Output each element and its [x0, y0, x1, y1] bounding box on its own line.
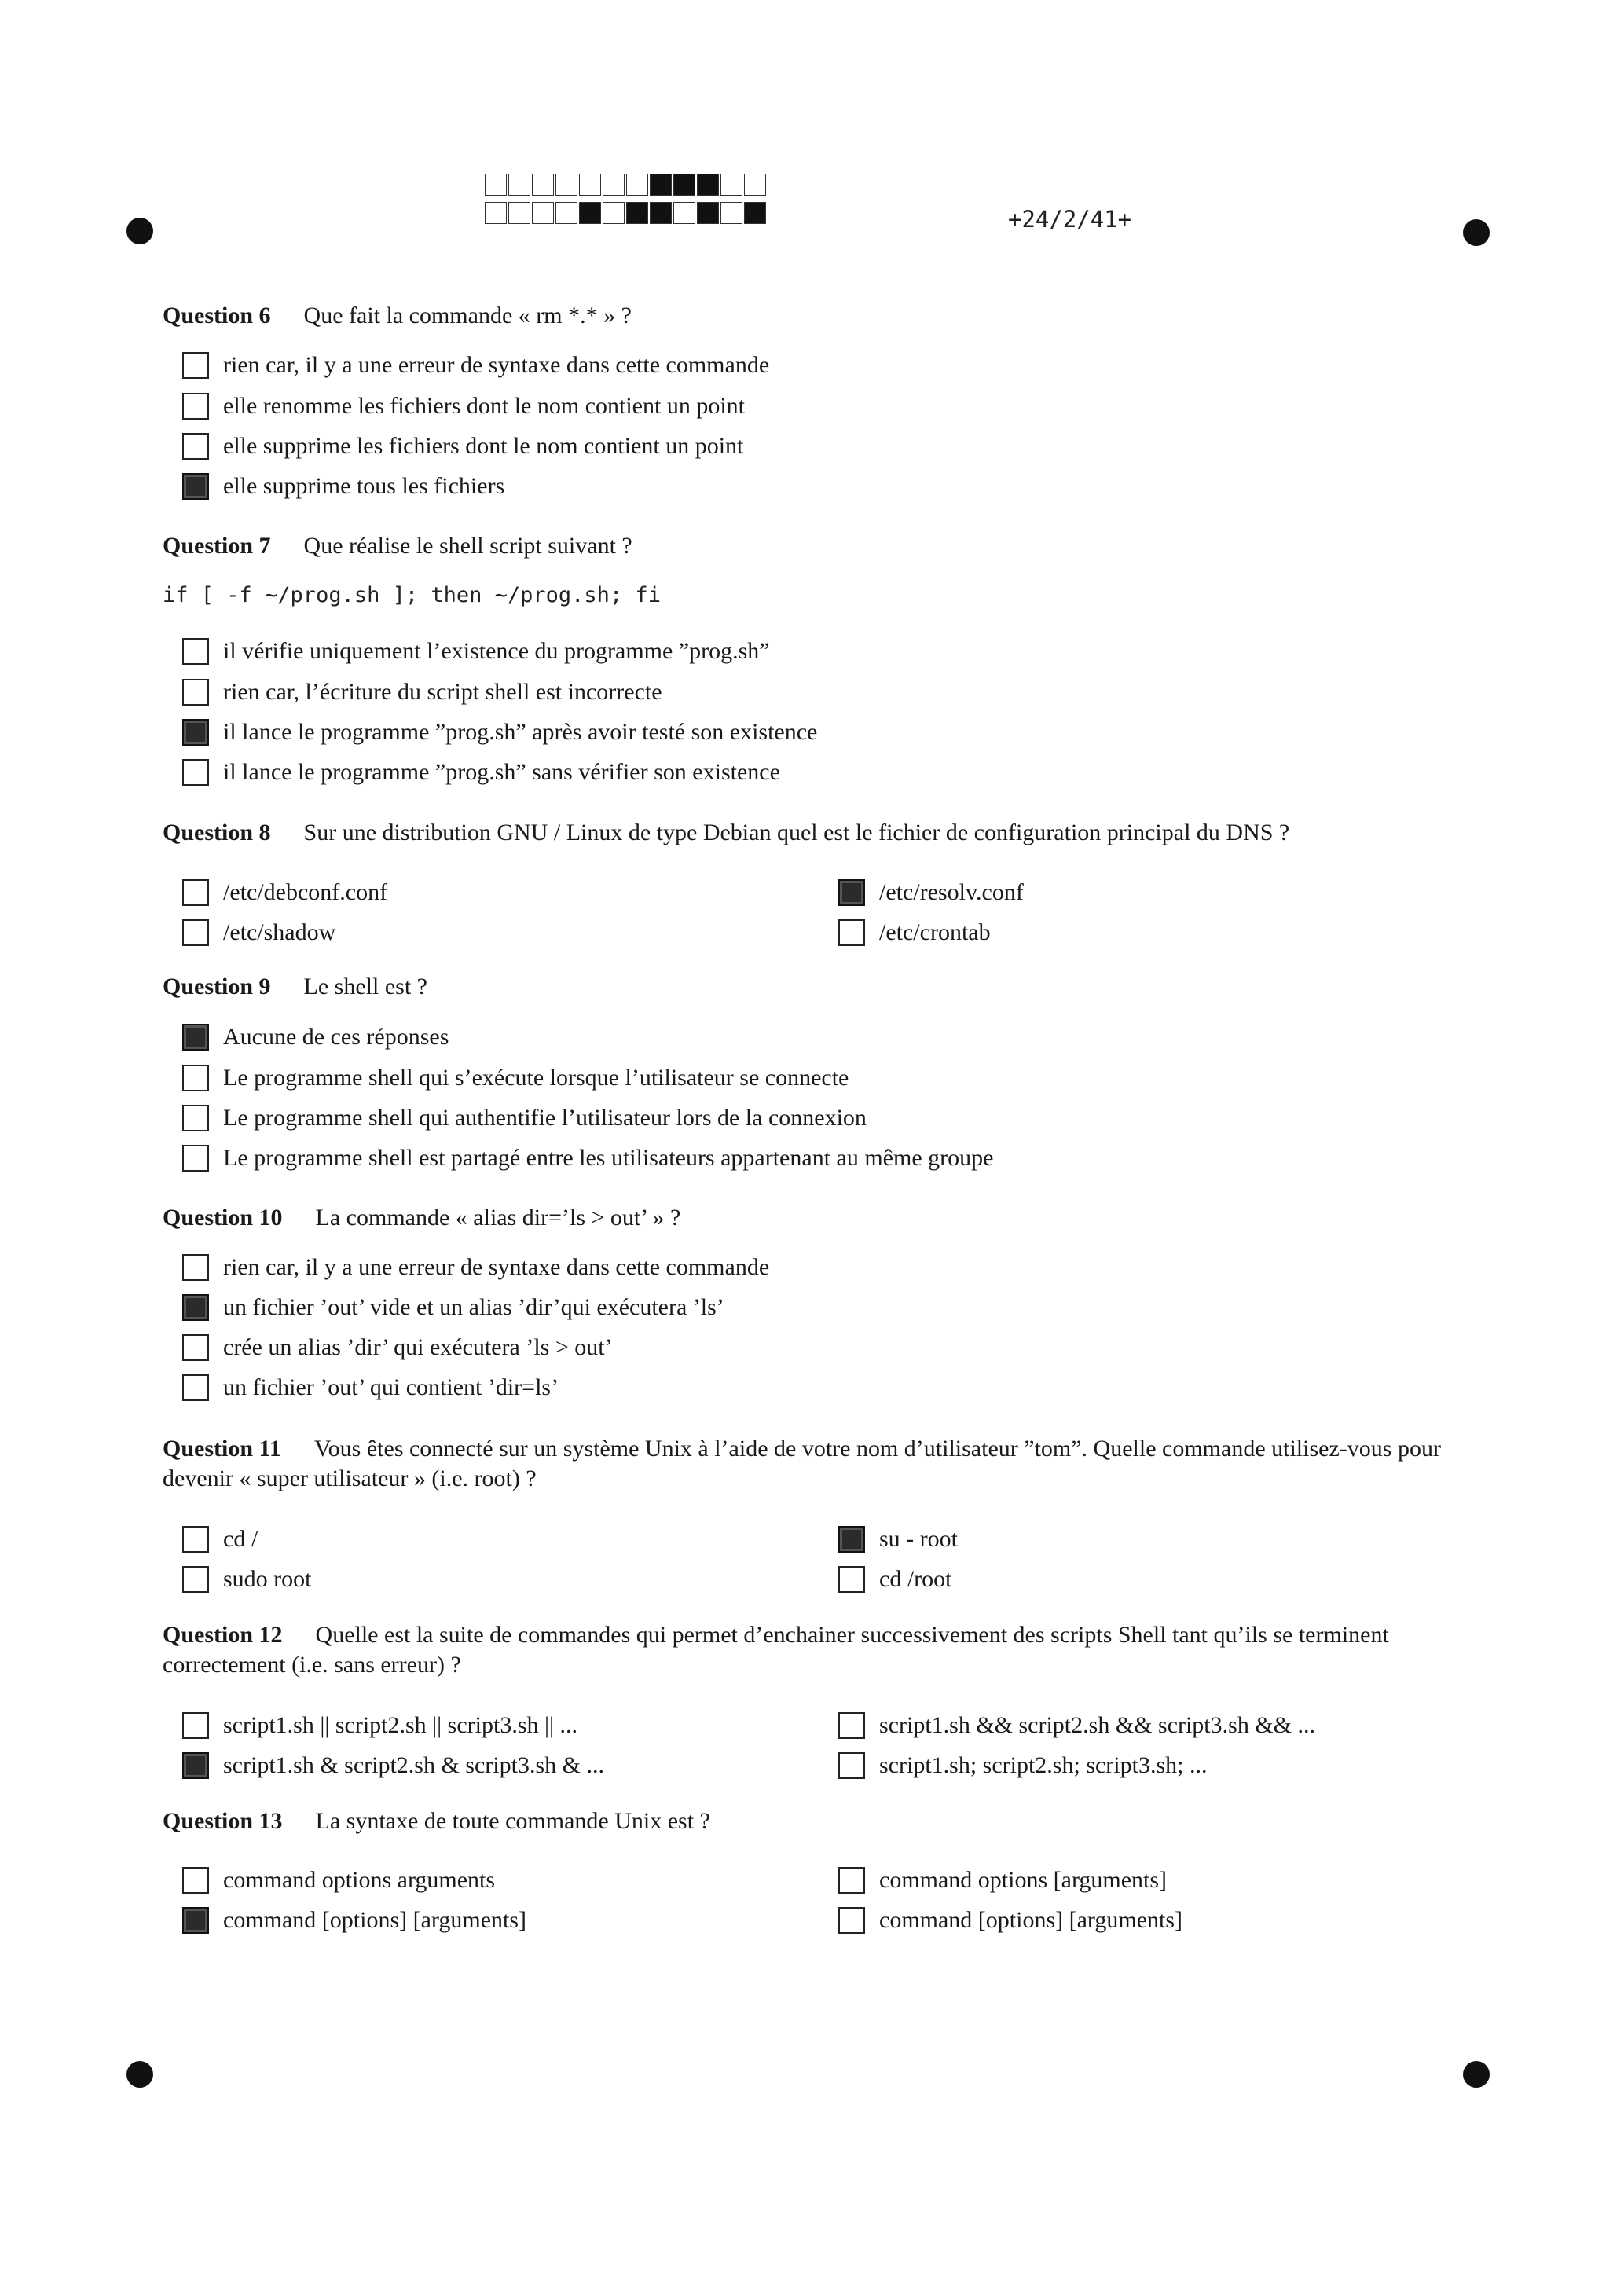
barcode-cell	[603, 174, 625, 196]
barcode-cell	[603, 202, 625, 224]
option[interactable]	[838, 1750, 1207, 1781]
question-text: La commande « alias dir=’ls > out’ » ?	[315, 1205, 681, 1231]
checkbox-checked[interactable]	[182, 1752, 209, 1779]
checkbox[interactable]	[182, 352, 209, 379]
option-label: script1.sh || script2.sh || script3.sh || ...	[223, 1712, 578, 1738]
question-text: Quelle est la suite de commandes qui permet d’enchainer successivement des scripts Shell tant qu’ils se terminent correctement (i.e. sans erreur) ?	[163, 1622, 1389, 1678]
option-label: cd /root	[879, 1566, 952, 1592]
question-label: Question 13	[163, 1808, 283, 1834]
barcode-cell	[673, 174, 695, 196]
option[interactable]	[182, 1102, 867, 1134]
option-label: Le programme shell qui s’exécute lorsque l’utilisateur se connecte	[223, 1065, 849, 1091]
question-text: Sur une distribution GNU / Linux de type Debian quel est le fichier de configuration principal du DNS ?	[303, 820, 1290, 845]
option[interactable]	[182, 1710, 577, 1741]
question-text: Le shell est ?	[303, 974, 427, 999]
barcode-cell	[720, 174, 742, 196]
option-label: script1.sh & script2.sh & script3.sh & ...	[223, 1752, 604, 1778]
option-label: /etc/crontab	[879, 919, 991, 945]
checkbox[interactable]	[182, 1254, 209, 1281]
question-text: Que réalise le shell script suivant ?	[303, 533, 632, 559]
option[interactable]	[838, 1524, 958, 1555]
barcode-cell	[626, 202, 648, 224]
checkbox[interactable]	[182, 1334, 209, 1361]
option-label: script1.sh && script2.sh && script3.sh && ...	[879, 1712, 1315, 1738]
option[interactable]	[182, 431, 743, 462]
option-label: il lance le programme ”prog.sh” après avoir testé son existence	[223, 719, 818, 745]
checkbox-checked[interactable]	[838, 1526, 865, 1553]
option[interactable]	[182, 717, 817, 748]
barcode-cell	[555, 202, 577, 224]
option[interactable]	[182, 917, 335, 948]
checkbox[interactable]	[182, 393, 209, 420]
checkbox-checked[interactable]	[182, 1294, 209, 1321]
checkbox[interactable]	[182, 433, 209, 460]
option[interactable]	[838, 877, 1024, 908]
checkbox[interactable]	[838, 1566, 865, 1593]
checkbox[interactable]	[182, 1526, 209, 1553]
option-label: Le programme shell est partagé entre les utilisateurs appartenant au même groupe	[223, 1145, 994, 1171]
question-8	[163, 818, 1467, 848]
checkbox-checked[interactable]	[182, 1024, 209, 1051]
page-barcode	[485, 174, 768, 230]
option[interactable]	[838, 1865, 1167, 1896]
option[interactable]	[838, 917, 991, 948]
option-label: /etc/resolv.conf	[879, 879, 1024, 905]
checkbox-checked[interactable]	[182, 1907, 209, 1934]
registration-mark-bottom-left	[126, 2061, 153, 2088]
barcode-cell	[532, 202, 554, 224]
option[interactable]	[182, 1372, 559, 1403]
option[interactable]	[182, 1524, 258, 1555]
option-label: script1.sh; script2.sh; script3.sh; ...	[879, 1752, 1208, 1778]
option[interactable]	[182, 677, 662, 708]
checkbox[interactable]	[182, 1145, 209, 1172]
option-label: su - root	[879, 1526, 958, 1552]
option-label: command [options] [arguments]	[879, 1907, 1183, 1933]
checkbox[interactable]	[182, 1867, 209, 1894]
option[interactable]	[182, 350, 769, 381]
barcode-cell	[697, 202, 719, 224]
checkbox[interactable]	[182, 1105, 209, 1131]
barcode-row	[485, 174, 768, 197]
option-label: Le programme shell qui authentifie l’utilisateur lors de la connexion	[223, 1105, 867, 1131]
barcode-cell	[485, 202, 507, 224]
option-label: command options [arguments]	[879, 1867, 1168, 1893]
question-label: Question 9	[163, 974, 271, 999]
barcode-cell	[744, 174, 766, 196]
barcode-cell	[508, 174, 530, 196]
barcode-cell	[508, 202, 530, 224]
question-label: Question 12	[163, 1622, 283, 1648]
option[interactable]	[182, 1865, 495, 1896]
option-label: command options arguments	[223, 1867, 496, 1893]
page-id: +24/2/41+	[1008, 206, 1132, 233]
shell-script-code: if [ -f ~/prog.sh ]; then ~/prog.sh; fi	[163, 583, 661, 607]
question-10	[163, 1203, 1467, 1233]
question-text: Que fait la commande « rm *.* » ?	[303, 303, 632, 328]
question-text: Vous êtes connecté sur un système Unix à l’aide de votre nom d’utilisateur ”tom”. Quelle commande utilisez-vous pour devenir « super utilisateur » (i.e. root) ?	[163, 1436, 1441, 1491]
option[interactable]	[182, 636, 770, 667]
option[interactable]	[182, 1332, 613, 1363]
question-label: Question 11	[163, 1436, 281, 1462]
barcode-cell	[626, 174, 648, 196]
option-label: rien car, il y a une erreur de syntaxe dans cette commande	[223, 1254, 770, 1280]
checkbox[interactable]	[182, 1712, 209, 1739]
question-12	[163, 1620, 1467, 1680]
option[interactable]	[838, 1564, 951, 1595]
barcode-row	[485, 202, 768, 226]
option-label: un fichier ’out’ qui contient ’dir=ls’	[223, 1374, 559, 1400]
registration-mark-top-right	[1463, 219, 1490, 246]
checkbox-checked[interactable]	[182, 719, 209, 746]
option-label: rien car, il y a une erreur de syntaxe dans cette commande	[223, 352, 770, 378]
option-label: sudo root	[223, 1566, 312, 1592]
option-label: command [options] [arguments]	[223, 1907, 527, 1933]
checkbox[interactable]	[838, 1752, 865, 1779]
checkbox-checked[interactable]	[182, 473, 209, 500]
barcode-cell	[579, 174, 601, 196]
question-7	[163, 531, 1467, 561]
option[interactable]	[182, 1062, 849, 1094]
option[interactable]	[182, 1021, 449, 1053]
checkbox-checked[interactable]	[838, 879, 865, 906]
question-label: Question 7	[163, 533, 271, 559]
barcode-cell	[579, 202, 601, 224]
option[interactable]	[182, 757, 780, 788]
question-13	[163, 1806, 1467, 1836]
barcode-cell	[720, 202, 742, 224]
checkbox[interactable]	[182, 1065, 209, 1091]
option-label: elle renomme les fichiers dont le nom contient un point	[223, 393, 745, 419]
checkbox[interactable]	[838, 919, 865, 946]
question-9	[163, 972, 1467, 1002]
checkbox[interactable]	[182, 1566, 209, 1593]
question-label: Question 6	[163, 303, 271, 328]
option[interactable]	[182, 471, 504, 502]
barcode-cell	[555, 174, 577, 196]
barcode-cell	[650, 202, 672, 224]
option-label: elle supprime tous les fichiers	[223, 473, 505, 499]
option[interactable]	[182, 877, 387, 908]
option[interactable]	[182, 1905, 526, 1936]
barcode-cell	[673, 202, 695, 224]
question-label: Question 10	[163, 1205, 283, 1231]
question-text: La syntaxe de toute commande Unix est ?	[315, 1808, 710, 1834]
option[interactable]	[182, 1292, 724, 1323]
question-label: Question 8	[163, 820, 271, 845]
barcode-cell	[744, 202, 766, 224]
checkbox[interactable]	[182, 638, 209, 665]
registration-mark-top-left	[126, 218, 153, 244]
barcode-cell	[532, 174, 554, 196]
option-label: crée un alias ’dir’ qui exécutera ’ls > out’	[223, 1334, 613, 1360]
option[interactable]	[182, 1142, 993, 1174]
option-label: un fichier ’out’ vide et un alias ’dir’qui exécutera ’ls’	[223, 1294, 724, 1320]
option[interactable]	[182, 1252, 769, 1283]
option-label: /etc/debconf.conf	[223, 879, 388, 905]
option[interactable]	[182, 1564, 312, 1595]
checkbox[interactable]	[182, 759, 209, 786]
option[interactable]	[838, 1905, 1182, 1936]
option-label: elle supprime les fichiers dont le nom contient un point	[223, 433, 744, 459]
option-label: cd /	[223, 1526, 258, 1552]
question-6	[163, 301, 1467, 331]
option-label: /etc/shadow	[223, 919, 336, 945]
barcode-cell	[697, 174, 719, 196]
checkbox[interactable]	[182, 919, 209, 946]
barcode-cell	[650, 174, 672, 196]
question-11	[163, 1434, 1467, 1494]
barcode-cell	[485, 174, 507, 196]
option[interactable]	[838, 1710, 1315, 1741]
checkbox[interactable]	[838, 1907, 865, 1934]
option[interactable]	[182, 1750, 604, 1781]
option-label: rien car, l’écriture du script shell est incorrecte	[223, 679, 662, 705]
checkbox[interactable]	[182, 879, 209, 906]
option-label: il vérifie uniquement l’existence du programme ”prog.sh”	[223, 638, 770, 664]
checkbox[interactable]	[838, 1867, 865, 1894]
option-label: il lance le programme ”prog.sh” sans vérifier son existence	[223, 759, 780, 785]
checkbox[interactable]	[182, 679, 209, 706]
option-label: Aucune de ces réponses	[223, 1024, 449, 1050]
option[interactable]	[182, 391, 745, 422]
checkbox[interactable]	[182, 1374, 209, 1401]
registration-mark-bottom-right	[1463, 2061, 1490, 2088]
checkbox[interactable]	[838, 1712, 865, 1739]
